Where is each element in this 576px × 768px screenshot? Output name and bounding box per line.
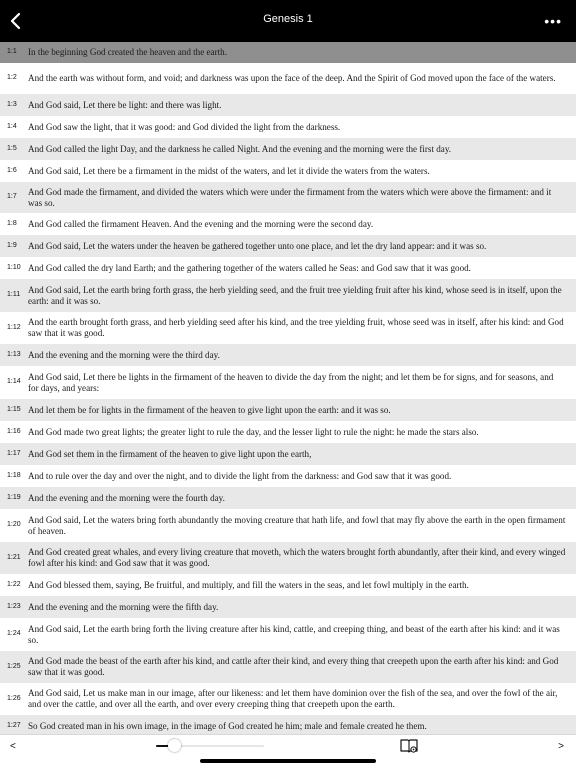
verse-number: 1:26: [7, 694, 21, 702]
verse-number: 1:12: [7, 323, 21, 331]
verse-row[interactable]: [0, 399, 576, 421]
verse-row[interactable]: [0, 213, 576, 235]
verse-row[interactable]: [0, 94, 576, 116]
verse-number: 1:27: [7, 721, 21, 729]
verse-text: And God called the light Day, and the darkness he called Night. And the evening and the morning were the first day.: [28, 143, 452, 154]
verse-text: And God saw the light, that it was good: and God divided the light from the darkness.: [28, 121, 341, 132]
verse-number: 1:16: [7, 427, 21, 435]
verse-row[interactable]: [0, 487, 576, 509]
verse-row[interactable]: [0, 651, 576, 683]
verse-text: So God created man in his own image, in the image of God created he him; male and female created he them.: [28, 720, 427, 731]
verse-number: 1:3: [7, 100, 17, 108]
verse-row[interactable]: [0, 574, 576, 596]
verse-row[interactable]: [0, 509, 576, 542]
book-settings-icon[interactable]: [400, 738, 418, 754]
verse-text: And God called the dry land Earth; and the gathering together of the waters called he Seas: and God saw that it was good.: [28, 262, 471, 273]
verse-number: 1:15: [7, 405, 21, 413]
verse-text: And the earth brought forth grass, and herb yielding seed after his kind, and the tree yielding fruit, whose seed was in itself, after his kind: and God saw that it was good.: [28, 317, 564, 338]
verse-row[interactable]: [0, 182, 576, 213]
verse-text: In the beginning God created the heaven and the earth.: [28, 47, 227, 58]
verse-text: And God blessed them, saying, Be fruitful, and multiply, and fill the waters in the seas, and let fowl multiply in the earth.: [28, 579, 469, 590]
verse-text: And God made the beast of the earth after his kind, and cattle after their kind, and every thing that creepeth upon the earth after his kind: and God saw that it was good.: [28, 656, 559, 677]
verse-number: 1:7: [7, 193, 17, 201]
slider-thumb[interactable]: [168, 739, 181, 752]
verse-text: And let them be for lights in the firmament of the heaven to give light upon the earth: and it was so.: [28, 404, 391, 415]
verse-number: 1:5: [7, 144, 17, 152]
verse-text: And the evening and the morning were the fifth day.: [28, 601, 219, 612]
home-indicator: [200, 759, 376, 763]
verse-list[interactable]: [0, 42, 576, 734]
verse-row[interactable]: [0, 138, 576, 160]
verse-row[interactable]: [0, 235, 576, 257]
verse-number: 1:25: [7, 662, 21, 670]
verse-text: And God made two great lights; the greater light to rule the day, and the lesser light to rule the night: he made the stars also.: [28, 426, 479, 437]
verse-number: 1:8: [7, 219, 17, 227]
verse-row[interactable]: [0, 344, 576, 366]
navigation-bar: [0, 0, 576, 42]
verse-text: And God said, Let there be a firmament in the midst of the waters, and let it divide the waters from the waters.: [28, 165, 430, 176]
verse-row[interactable]: [0, 542, 576, 574]
verse-row[interactable]: [0, 257, 576, 279]
verse-row[interactable]: [0, 465, 576, 487]
page-title: Genesis 1: [263, 13, 313, 25]
verse-text: And God made the firmament, and divided the waters which were under the firmament from the waters which were above the firmament: and it was so.: [28, 186, 552, 208]
verse-number: 1:20: [7, 521, 21, 529]
verse-number: 1:17: [7, 449, 21, 457]
verse-text: And the evening and the morning were the third day.: [28, 349, 220, 360]
verse-text: And God said, Let the earth bring forth the living creature after his kind, cattle, and creeping thing, and beast of the earth after his kind: and it was so.: [28, 623, 560, 645]
previous-chapter-button[interactable]: <: [10, 741, 16, 752]
verse-row[interactable]: [0, 443, 576, 465]
verse-text: And God said, Let the waters bring forth abundantly the moving creature that hath life, and fowl that may fly above the earth in the open firmament of heaven.: [28, 514, 566, 536]
verse-number: 1:6: [7, 166, 17, 174]
verse-text: And God said, Let there be light: and there was light.: [28, 99, 222, 110]
verse-number: 1:21: [7, 553, 21, 561]
verse-number: 1:1: [7, 48, 17, 56]
verse-text: And God said, Let the earth bring forth grass, the herb yielding seed, and the fruit tree yielding fruit after his kind, whose seed is in itself, upon the earth: and it was so.: [28, 284, 562, 306]
verse-text: And God said, Let us make man in our image, after our likeness: and let them have dominion over the fish of the sea, and over the fowl of the air, and over the cattle, and over all the earth, and over every creeping thing that creepeth upon the earth.: [28, 688, 558, 709]
verse-number: 1:23: [7, 602, 21, 610]
verse-number: 1:2: [7, 74, 17, 82]
verse-row[interactable]: [0, 618, 576, 651]
verse-number: 1:13: [7, 350, 21, 358]
font-size-slider[interactable]: [156, 744, 264, 748]
verse-text: And God created great whales, and every living creature that moveth, which the waters brought forth abundantly, after their kind, and every winged fowl after his kind: and God saw that it was good.: [28, 547, 566, 568]
verse-row[interactable]: [0, 116, 576, 138]
verse-text: And God said, Let the waters under the heaven be gathered together unto one place, and let the dry land appear: and it was so.: [28, 240, 487, 251]
verse-row[interactable]: [0, 42, 576, 63]
verse-number: 1:19: [7, 493, 21, 501]
verse-number: 1:10: [7, 263, 21, 271]
verse-row[interactable]: [0, 279, 576, 312]
verse-row[interactable]: [0, 63, 576, 94]
verse-row[interactable]: [0, 366, 576, 399]
verse-text: And the evening and the morning were the fourth day.: [28, 492, 225, 503]
verse-row[interactable]: [0, 160, 576, 182]
next-chapter-button[interactable]: >: [558, 741, 564, 752]
verse-number: 1:22: [7, 580, 21, 588]
verse-row[interactable]: [0, 312, 576, 344]
verse-row[interactable]: [0, 596, 576, 618]
verse-number: 1:24: [7, 630, 21, 638]
verse-text: And to rule over the day and over the night, and to divide the light from the darkness: and God saw that it was good.: [28, 470, 452, 481]
verse-text: And God said, Let there be lights in the firmament of the heaven to divide the day from the night; and let them be for signs, and for seasons, and for days, and years:: [28, 371, 554, 393]
verse-number: 1:18: [7, 471, 21, 479]
verse-row[interactable]: [0, 683, 576, 715]
verse-number: 1:4: [7, 122, 17, 130]
verse-number: 1:9: [7, 241, 17, 249]
verse-text: And God called the firmament Heaven. And the evening and the morning were the second day.: [28, 218, 374, 229]
verse-number: 1:14: [7, 378, 21, 386]
verse-row[interactable]: [0, 715, 576, 734]
verse-number: 1:11: [7, 291, 21, 299]
more-options-icon[interactable]: •••: [544, 13, 562, 29]
verse-text: And God set them in the firmament of the heaven to give light upon the earth,: [28, 448, 312, 459]
verse-text: And the earth was without form, and void; and darkness was upon the face of the deep. And the Spirit of God moved upon the face of the waters.: [28, 73, 556, 84]
verse-row[interactable]: [0, 421, 576, 443]
